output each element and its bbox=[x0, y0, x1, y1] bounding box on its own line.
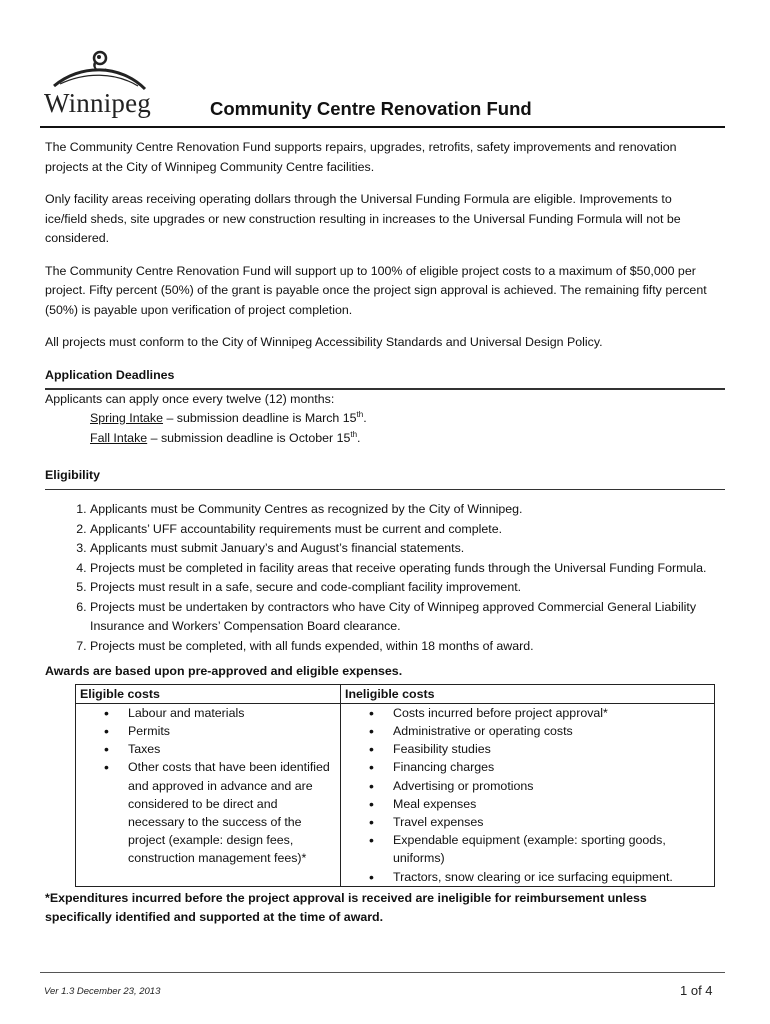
eligibility-list bbox=[45, 500, 715, 656]
spring-period: . bbox=[363, 411, 367, 425]
expenditure-note: *Expenditures incurred before the project approval is received are ineligible for reimbursement unless specifically identified and supported at the time of award. bbox=[45, 890, 647, 925]
spring-intake bbox=[45, 409, 715, 429]
document-body bbox=[45, 138, 715, 928]
list-item: • Labour and materials bbox=[128, 704, 336, 722]
ineligible-costs-header: Ineligible costs bbox=[341, 684, 715, 703]
version-label: Ver 1.3 December 23, 2013 bbox=[44, 986, 161, 997]
eligibility-item: 3. Applicants must submit January’s and August’s financial statements. bbox=[90, 539, 715, 559]
list-item: • Administrative or operating costs bbox=[393, 722, 710, 740]
intro-paragraph-4: All projects must conform to the City of Winnipeg Accessibility Standards and Universal Design Policy. bbox=[45, 335, 603, 349]
list-item: • Financing charges bbox=[393, 758, 710, 776]
list-item: • Advertising or promotions bbox=[393, 777, 710, 795]
eligibility-item: 4. Projects must be completed in facility areas that receive operating funds through the Universal Funding Formula. bbox=[90, 559, 715, 579]
list-item: • Taxes bbox=[128, 740, 336, 758]
logo-text: Winnipeg bbox=[44, 88, 151, 118]
ineligible-costs-list bbox=[345, 704, 710, 886]
eligibility-divider bbox=[45, 489, 725, 491]
table-row bbox=[76, 703, 715, 886]
list-item: • Permits bbox=[128, 722, 336, 740]
header-divider bbox=[40, 126, 725, 128]
list-item: • Meal expenses bbox=[393, 795, 710, 813]
page-title: Community Centre Renovation Fund bbox=[210, 98, 532, 119]
fall-suffix: th bbox=[350, 429, 358, 439]
eligible-costs-header: Eligible costs bbox=[76, 684, 341, 703]
awards-heading: Awards are based upon pre-approved and eligible expenses. bbox=[45, 664, 403, 678]
eligibility-item: 2. Applicants’ UFF accountability requirements must be current and complete. bbox=[90, 520, 715, 540]
list-item: • Costs incurred before project approval* bbox=[393, 704, 710, 722]
eligibility-item: 5. Projects must result in a safe, secure and code-compliant facility improvement. bbox=[90, 578, 715, 598]
eligibility-item: 1. Applicants must be Community Centres as recognized by the City of Winnipeg. bbox=[90, 500, 715, 520]
fall-period: . bbox=[357, 430, 361, 445]
list-item: • Tractors, snow clearing or ice surfacing equipment. bbox=[393, 868, 710, 886]
spring-intake-text: – submission deadline is March 15 bbox=[163, 411, 357, 425]
list-item: • Other costs that have been identified and approved in advance and are considered to be direct and necessary to the success of the project (example: design fees, construction management fees)* bbox=[128, 758, 336, 867]
eligibility-item: 6. Projects must be undertaken by contractors who have City of Winnipeg approved Commercial General Liability Insurance and Workers’ Compensation Board clearance. bbox=[90, 598, 715, 637]
page-number: 1 of 4 bbox=[680, 983, 713, 998]
intro-paragraph-2: Only facility areas receiving operating dollars through the Universal Funding Formula are eligible. Improvements to ice/field sheds, site upgrades or new construction resulting in increases to the Universal Funding Formula will not be considered. bbox=[45, 192, 681, 245]
fall-intake bbox=[45, 429, 715, 449]
eligible-costs-cell bbox=[76, 703, 341, 886]
ineligible-costs-cell bbox=[341, 703, 715, 886]
fall-intake-text: – submission deadline is October 15 bbox=[147, 430, 351, 445]
costs-table bbox=[75, 684, 715, 887]
fall-intake-label: Fall Intake bbox=[90, 430, 148, 445]
eligible-costs-list bbox=[80, 704, 336, 868]
intro-paragraph-3: The Community Centre Renovation Fund will support up to 100% of eligible project costs to a maximum of $50,000 per project. Fifty percent (50%) of the grant is payable once the project sign approval is achieved. The remaining fifty percent (50%) is payable upon verification of project completion. bbox=[45, 263, 707, 317]
list-item: • Expendable equipment (example: sporting goods, uniforms) bbox=[393, 831, 710, 867]
deadlines-heading: Application Deadlines bbox=[45, 367, 175, 382]
table-header-row bbox=[76, 684, 715, 703]
list-item: • Feasibility studies bbox=[393, 740, 710, 758]
spring-suffix: th bbox=[356, 409, 364, 419]
intro-paragraph-1: The Community Centre Renovation Fund supports repairs, upgrades, retrofits, safety improvements and renovation projects at the City of Winnipeg Community Centre facilities. bbox=[45, 140, 677, 174]
deadlines-intro: Applicants can apply once every twelve (12) months: bbox=[45, 391, 335, 406]
list-item: • Travel expenses bbox=[393, 813, 710, 831]
eligibility-heading: Eligibility bbox=[45, 468, 101, 482]
footer-divider bbox=[40, 972, 725, 973]
eligibility-item: 7. Projects must be completed, with all funds expended, within 18 months of award. bbox=[90, 637, 715, 657]
spring-intake-label: Spring Intake bbox=[90, 411, 164, 425]
